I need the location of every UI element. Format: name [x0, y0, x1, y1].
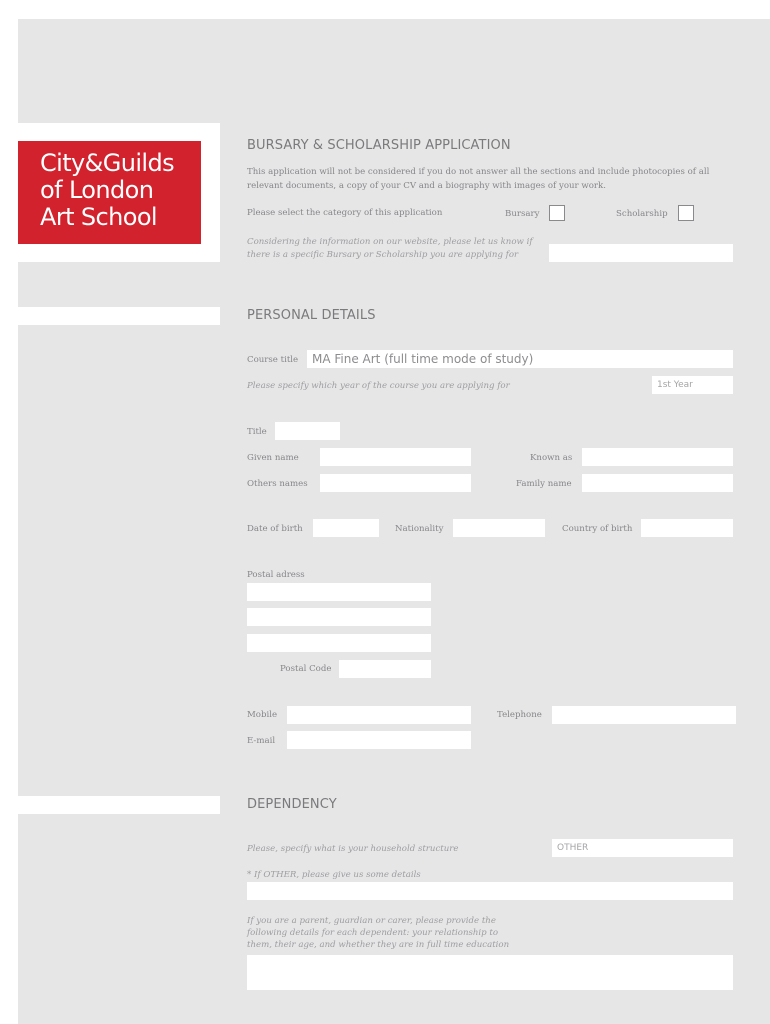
- logo-line-3: Art School: [40, 203, 158, 231]
- postal-address-line-2[interactable]: [247, 608, 431, 626]
- postal-address-label: Postal adress: [247, 570, 305, 580]
- scholarship-option-label: Scholarship: [616, 209, 668, 219]
- category-label: Please select the category of this application: [247, 208, 443, 218]
- nationality-label: Nationality: [395, 524, 444, 534]
- personal-details-heading: PERSONAL DETAILS: [247, 308, 376, 323]
- scholarship-checkbox[interactable]: [678, 205, 694, 221]
- other-details-field[interactable]: [247, 882, 733, 900]
- course-year-field[interactable]: [652, 376, 733, 394]
- postal-code-label: Postal Code: [280, 664, 332, 674]
- course-year-label: Please specify which year of the course you are applying for: [247, 381, 510, 391]
- bursary-checkbox[interactable]: [549, 205, 565, 221]
- postal-code-field[interactable]: [339, 660, 431, 678]
- other-details-label: * If OTHER, please give us some details: [247, 870, 421, 880]
- other-names-label: Others names: [247, 479, 308, 489]
- intro-text-line-1: This application will not be considered if you do not answer all the sections and include photocopies of all: [247, 167, 710, 177]
- email-field[interactable]: [287, 731, 471, 749]
- title-field[interactable]: [275, 422, 340, 440]
- bursary-option-label: Bursary: [505, 209, 540, 219]
- known-as-label: Known as: [530, 453, 573, 463]
- telephone-label: Telephone: [497, 710, 542, 720]
- date-of-birth-field[interactable]: [313, 519, 379, 537]
- logo-line-2: of London: [40, 176, 154, 204]
- known-as-field[interactable]: [582, 448, 733, 466]
- household-label: Please, specify what is your household structure: [247, 844, 459, 854]
- course-title-field[interactable]: [307, 350, 733, 368]
- logo-line-1: City&Guilds: [40, 149, 175, 177]
- city-guilds-logo: [18, 141, 201, 244]
- postal-address-line-1[interactable]: [247, 583, 431, 601]
- dependants-text-line-2: following details for each dependent: your relationship to: [247, 928, 499, 938]
- dependants-text-line-3: them, their age, and whether they are in full time education: [247, 940, 510, 950]
- intro-text-line-2: relevant documents, a copy of your CV and a biography with images of your work.: [247, 181, 606, 191]
- family-name-field[interactable]: [582, 474, 733, 492]
- title-label: Title: [247, 427, 267, 437]
- household-structure-select[interactable]: [552, 839, 733, 857]
- postal-address-line-3[interactable]: [247, 634, 431, 652]
- telephone-field[interactable]: [552, 706, 736, 724]
- bursary-heading: BURSARY & SCHOLARSHIP APPLICATION: [247, 138, 511, 153]
- date-of-birth-label: Date of birth: [247, 524, 303, 534]
- mobile-label: Mobile: [247, 710, 278, 720]
- given-name-field[interactable]: [320, 448, 471, 466]
- dependants-details-field[interactable]: [247, 955, 733, 990]
- specific-award-text-line-2: there is a specific Bursary or Scholarship you are applying for: [247, 250, 519, 260]
- specific-award-field[interactable]: [549, 244, 733, 262]
- mobile-field[interactable]: [287, 706, 471, 724]
- country-of-birth-label: Country of birth: [562, 524, 633, 534]
- family-name-label: Family name: [516, 479, 572, 489]
- specific-award-text-line-1: Considering the information on our website, please let us know if: [247, 237, 533, 247]
- country-of-birth-field[interactable]: [641, 519, 733, 537]
- course-title-label: Course title: [247, 355, 299, 365]
- dependency-heading: DEPENDENCY: [247, 797, 337, 812]
- dependants-text-line-1: If you are a parent, guardian or carer, please provide the: [247, 916, 496, 926]
- other-names-field[interactable]: [320, 474, 471, 492]
- section-divider-band: [18, 307, 220, 325]
- email-label: E-mail: [247, 736, 276, 746]
- nationality-field[interactable]: [453, 519, 545, 537]
- section-divider-band: [18, 796, 220, 814]
- given-name-label: Given name: [247, 453, 299, 463]
